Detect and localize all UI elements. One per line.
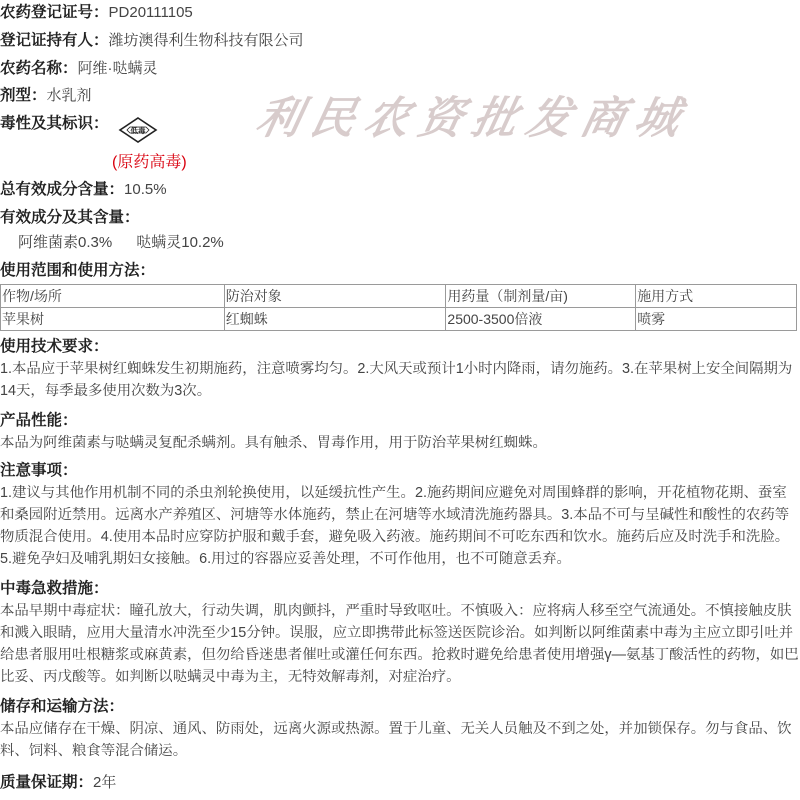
table-row <box>1 308 797 331</box>
shelf-life-row <box>0 772 116 794</box>
watermark-text: 利民农资批发商城 <box>251 93 695 144</box>
shelf-life-label: 质量保证期： <box>0 774 94 791</box>
ingredients-label: 有效成分及其含量： <box>0 209 140 226</box>
holder-value: 潍坊澳得利生物科技有限公司 <box>108 32 304 49</box>
table-header-cell: 作物/场所 <box>1 285 225 308</box>
storage-title: 储存和运输方法： <box>0 698 125 715</box>
product-name-row <box>0 58 158 80</box>
first-aid-heading <box>0 578 109 600</box>
first-aid-title: 中毒急救措施： <box>0 580 109 597</box>
table-cell-dosage: 2500-3500倍液 <box>446 308 636 331</box>
product-name-label: 农药名称： <box>0 60 78 77</box>
performance-title: 产品性能： <box>0 412 78 429</box>
diamond-toxicity-icon <box>118 116 158 144</box>
technical-title: 使用技术要求： <box>0 338 109 355</box>
table-header-cell: 用药量（制剂量/亩) <box>446 285 636 308</box>
registration-number-row <box>0 2 193 24</box>
ingredient-1-amount: 0.3% <box>78 234 113 251</box>
product-name-value: 阿维·哒螨灵 <box>77 60 158 77</box>
original-toxicity-note: (原药高毒) <box>112 154 187 171</box>
formulation-value: 水乳剂 <box>46 87 92 104</box>
table-cell-crop: 苹果树 <box>1 308 225 331</box>
total-content-value: 10.5% <box>124 181 167 198</box>
holder-row <box>0 30 304 52</box>
registration-number-label: 农药登记证号： <box>0 4 109 21</box>
toxicity-row <box>0 113 109 135</box>
formulation-label: 剂型： <box>0 87 47 104</box>
table-header-row <box>1 285 797 308</box>
toxicity-badge-text: 低毒 <box>130 126 146 135</box>
performance-heading <box>0 410 78 432</box>
table-header-cell: 防治对象 <box>224 285 446 308</box>
table-cell-target: 红蜘蛛 <box>224 308 446 331</box>
performance-text: 本品为阿维菌素与哒螨灵复配杀螨剂。具有触杀、胃毒作用，用于防治苹果树红蜘蛛。 <box>0 435 547 451</box>
total-content-row <box>0 179 167 201</box>
first-aid-text: 本品早期中毒症状：瞳孔放大，行动失调，肌肉颤抖，严重时导致呕吐。不慎吸入：应将病人移至空气流通处。不慎接触皮肤和溅入眼睛，应用大量清水冲洗至少15分钟。误服，应立即携带此标签送医院诊治。如判断以阿维菌素中毒为主应立即引吐并给患者服用吐根糖浆或麻黄素，但勿给昏迷患者催吐或灌任何东西。抢救时避免给患者使用增强γ—氨基丁酸活性的药物，如巴比妥、丙戊酸等。如判断以哒螨灵中毒为主，无特效解毒剂，对症治疗。 <box>0 603 799 685</box>
usage-heading <box>0 260 155 282</box>
registration-number-value: PD20111105 <box>108 4 193 21</box>
ingredient-1-name: 阿维菌素 <box>18 234 79 251</box>
storage-heading <box>0 696 124 718</box>
table-cell-method: 喷雾 <box>636 308 797 331</box>
ingredient-2-amount: 10.2% <box>181 234 224 251</box>
toxicity-label: 毒性及其标识： <box>0 115 109 132</box>
ingredient-2-name: 哒螨灵 <box>136 234 182 251</box>
table-header-cell: 施用方式 <box>636 285 797 308</box>
precautions-text: 1.建议与其他作用机制不同的杀虫剂轮换使用，以延缓抗性产生。2.施药期间应避免对周围蜂群的影响，开花植物花期、蚕室和桑园附近禁用。远离水产养殖区、河塘等水体施药，禁止在河塘等水域清洗施药器具。3.本品不可与呈碱性和酸性的农药等物质混合使用。4.使用本品时应穿防护服和戴手套，避免吸入药液。施药期间不可吃东西和饮水。施药后应及时洗手和洗脸。5.避免孕妇及哺乳期妇女接触。6.用过的容器应妥善处理，不可作他用，也不可随意丢弃。 <box>0 485 790 567</box>
usage-table <box>0 284 797 331</box>
usage-title: 使用范围和使用方法： <box>0 262 156 279</box>
storage-text: 本品应储存在干燥、阴凉、通风、防雨处，远离火源或热源。置于儿童、无关人员触及不到之处，并加锁保存。勿与食品、饮料、饲料、粮食等混合储运。 <box>0 721 792 759</box>
holder-label: 登记证持有人： <box>0 32 109 49</box>
total-content-label: 总有效成分含量： <box>0 181 125 198</box>
ingredients-heading <box>0 207 140 229</box>
precautions-title: 注意事项： <box>0 462 78 479</box>
technical-heading <box>0 336 109 358</box>
ingredients-list <box>18 232 224 254</box>
precautions-heading <box>0 460 78 482</box>
shelf-life-value: 2年 <box>93 774 117 791</box>
formulation-row <box>0 85 92 107</box>
technical-text: 1.本品应于苹果树红蜘蛛发生初期施药，注意喷雾均匀。2.大风天或预计1小时内降雨，请勿施药。3.在苹果树上安全间隔期为14天，每季最多使用次数为3次。 <box>0 361 793 399</box>
